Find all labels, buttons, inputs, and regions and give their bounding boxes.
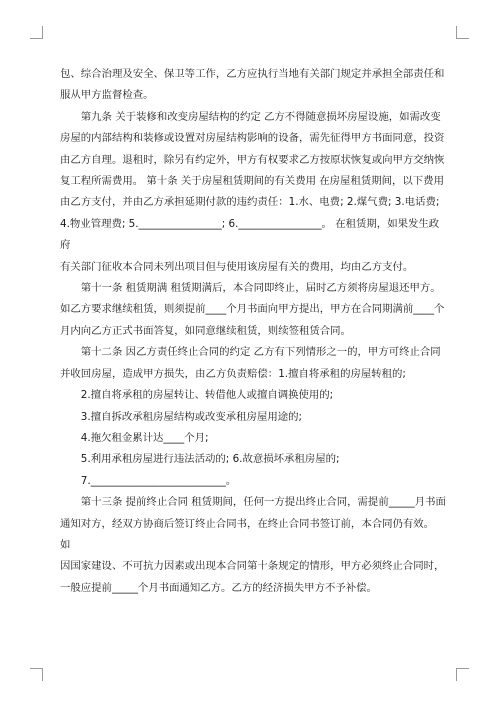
text-line: 因国家建设、不可抗力因素或出现本合同第十条规定的情形，甲方必须终止合同时， <box>60 560 445 573</box>
text-line: 7.__________________________。 <box>60 474 237 487</box>
text-line: 通知对方，经双方协商后签订终止合同书，在终止合同书签订前，本合同仍有效。 如 <box>60 517 435 551</box>
text-line: 4.物业管理费; 5.________________; 6.________________。 在租赁期，如果发生政府 <box>60 217 440 252</box>
text-line: 第九条 关于装修和改变房屋结构的约定 乙方不得随意损坏房屋设施，如需改变 <box>60 110 441 123</box>
text-line: 5.利用承租房屋进行违法活动的; 6.故意损坏承租房屋的; <box>60 453 340 466</box>
text-line: 服从甲方监督检查。 <box>60 89 154 102</box>
text-line: 第十二条 因乙方责任终止合同的约定 乙方有下列情形之一的，甲方可终止合同 <box>60 346 441 359</box>
text-line: 如乙方要求继续租赁，则须提前____个月书面向甲方提出，甲方在合同期满前____个 <box>60 303 445 316</box>
text-line: 第十三条 提前终止合同 租赁期间，任何一方提出终止合同，需提前_____月书面 <box>60 496 446 509</box>
text-line: 复工程所需费用。 第十条 关于房屋租赁期间的有关费用 在房屋租赁期间，以下费用 <box>60 175 444 188</box>
text-line: 房屋的内部结构和装修或设置对房屋结构影响的设备，需先征得甲方书面同意，投资 <box>60 132 445 145</box>
text-line: 月内向乙方正式书面答复，如同意继续租赁，则续签租赁合同。 <box>60 324 351 337</box>
text-line: 3.擅自拆改承租房屋结构或改变承租房屋用途的; <box>60 410 303 423</box>
text-line: 由乙方自理。退租时，除另有约定外，甲方有权要求乙方按原状恢复或向甲方交纳恢 <box>60 153 445 166</box>
crop-mark-bottom-right <box>456 668 469 681</box>
crop-mark-top-left <box>30 26 43 39</box>
text-line: 并收回房屋，造成甲方损失，由乙方负责赔偿：1.擅自将承租的房屋转租的; <box>60 367 406 380</box>
crop-mark-top-right <box>456 26 469 39</box>
document-body <box>60 64 446 599</box>
crop-mark-bottom-left <box>30 668 43 681</box>
text-line: 4.拖欠租金累计达____个月; <box>60 431 209 444</box>
text-line: 包、综合治理及安全、保卫等工作，乙方应执行当地有关部门规定并承担全部责任和 <box>60 68 445 80</box>
text-line: 有关部门征收本合同未列出项目但与使用该房屋有关的费用，均由乙方支付。 <box>60 260 414 273</box>
text-line: 2.擅自将承租的房屋转让、转借他人或擅自调换使用的; <box>60 389 334 402</box>
text-line: 由乙方支付，并由乙方承担延期付款的违约责任：1.水、电费; 2.煤气费; 3.电话费; <box>60 196 440 209</box>
text-line: 一般应提前_____个月书面通知乙方。乙方的经济损失甲方不予补偿。 <box>60 581 377 594</box>
text-line: 第十一条 租赁期满 租赁期满后，本合同即终止，届时乙方须将房屋退还甲方。 <box>60 282 441 295</box>
